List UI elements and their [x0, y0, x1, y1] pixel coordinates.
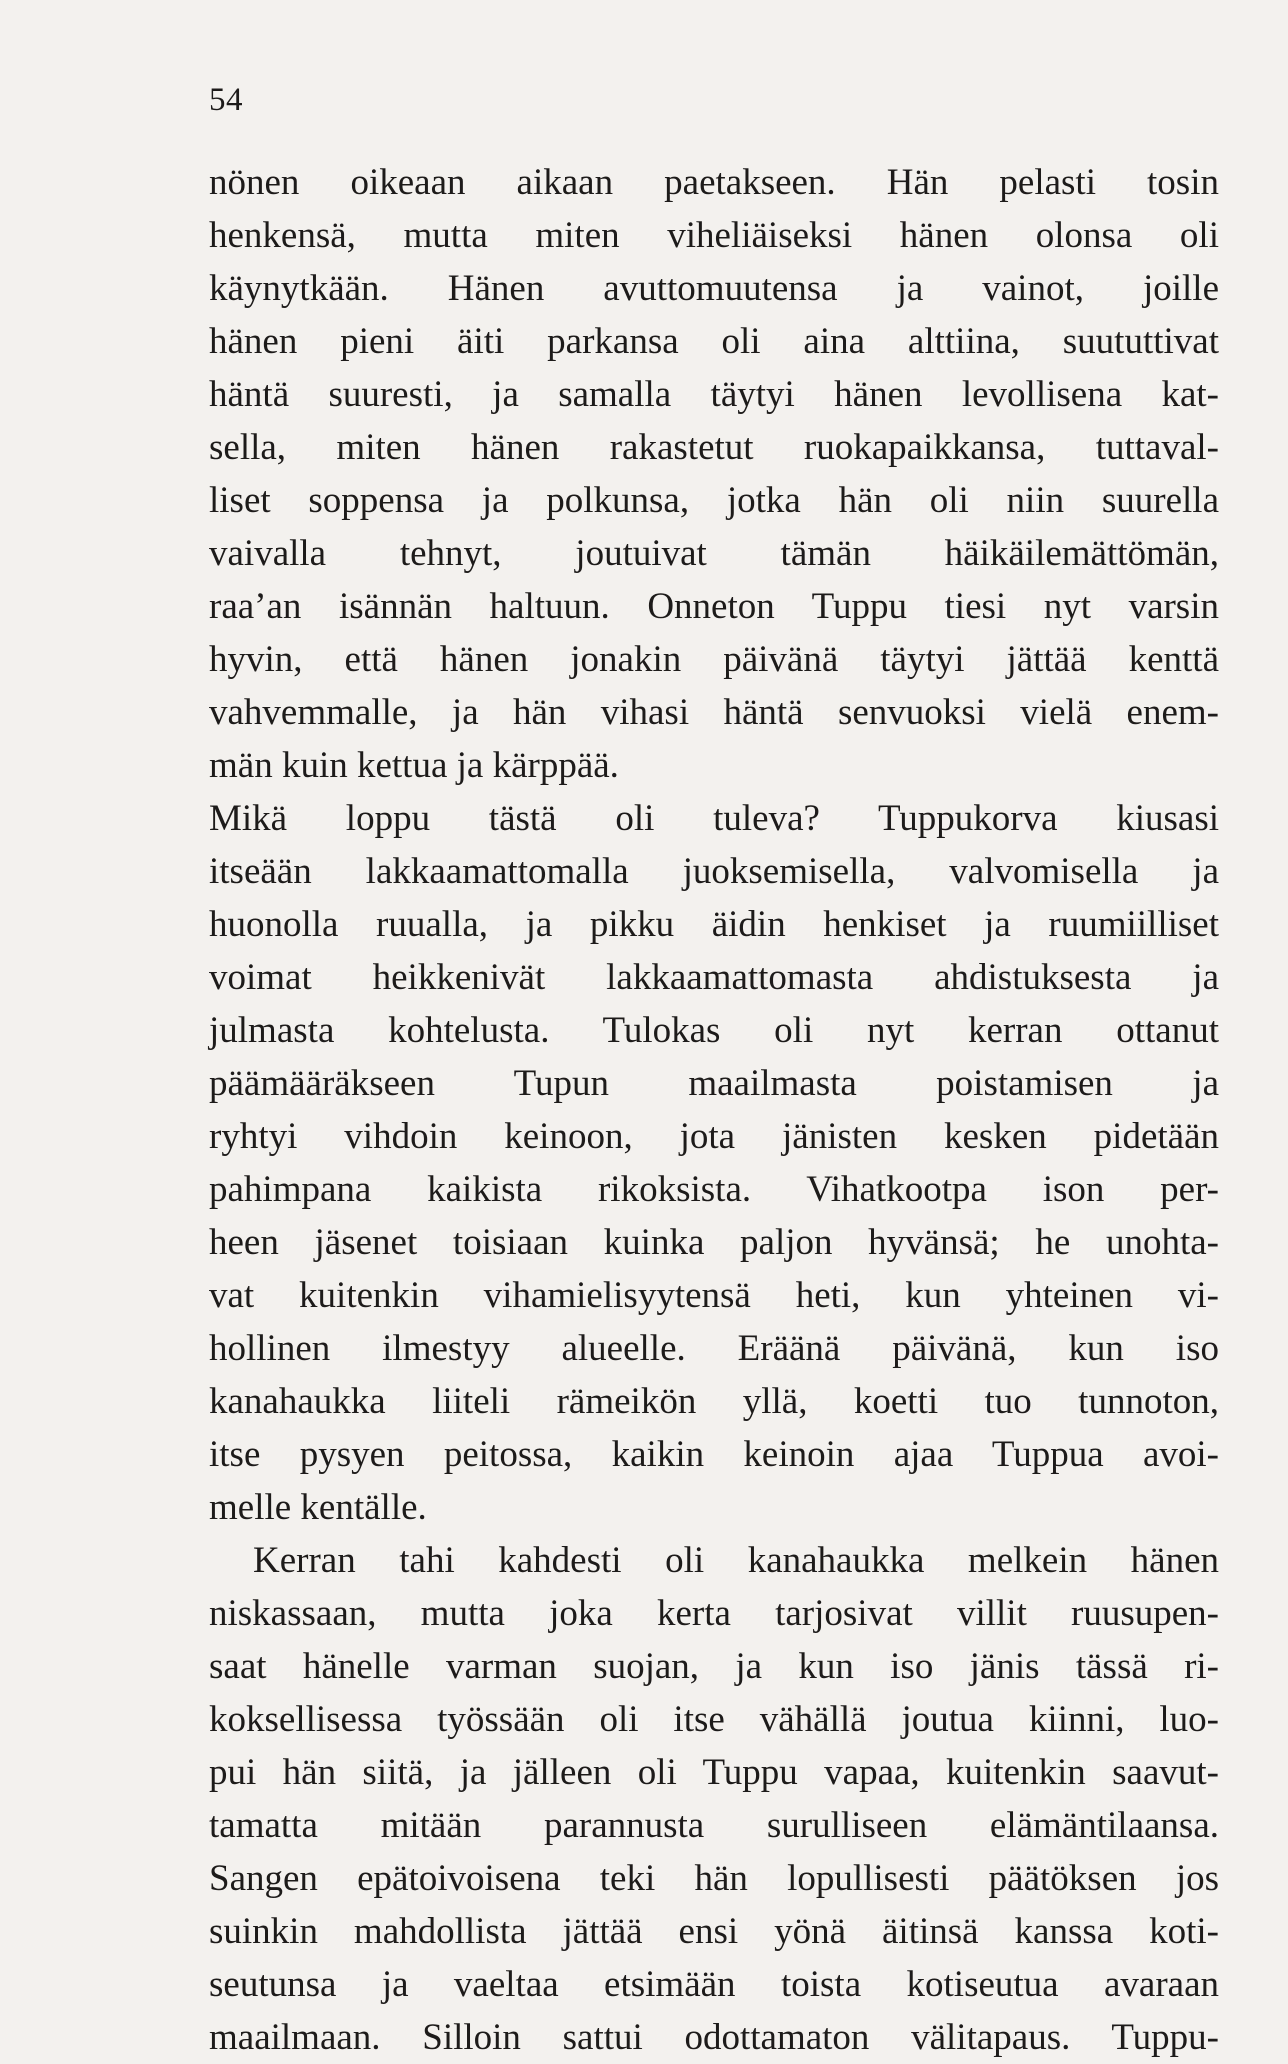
text-line: seutunsa ja vaeltaa etsimään toista kotiseutua avaraan	[209, 1964, 1219, 2005]
text-line: maailmaan. Silloin sattui odottamaton välitapaus. Tuppu-	[209, 2017, 1219, 2058]
text-line: heen jäsenet toisiaan kuinka paljon hyvänsä; he unohta-	[209, 1222, 1219, 1263]
text-line: koksellisessa työssään oli itse vähällä joutua kiinni, luo-	[209, 1699, 1219, 1740]
text-line: itse pysyen peitossa, kaikin keinoin ajaa Tuppua avoi-	[209, 1434, 1219, 1475]
text-line: Mikä loppu tästä oli tuleva? Tuppukorva kiusasi	[209, 798, 1219, 839]
text-line: vat kuitenkin vihamielisyytensä heti, kun yhteinen vi-	[209, 1275, 1219, 1316]
text-line: itseään lakkaamattomalla juoksemisella, valvomisella ja	[209, 851, 1219, 892]
text-line: vahvemmalle, ja hän vihasi häntä senvuoksi vielä enem-	[209, 692, 1219, 733]
body-text	[209, 156, 1219, 2064]
text-line: hollinen ilmestyy alueelle. Eräänä päivänä, kun iso	[209, 1328, 1219, 1369]
text-line: ryhtyi vihdoin keinoon, jota jänisten kesken pidetään	[209, 1116, 1219, 1157]
text-line: pahimpana kaikista rikoksista. Vihatkootpa ison per-	[209, 1169, 1219, 1210]
text-line: voimat heikkenivät lakkaamattomasta ahdistuksesta ja	[209, 957, 1219, 998]
text-line: suinkin mahdollista jättää ensi yönä äitinsä kanssa koti-	[209, 1911, 1219, 1952]
text-line: päämääräkseen Tupun maailmasta poistamisen ja	[209, 1063, 1219, 1104]
text-line: saat hänelle varman suojan, ja kun iso jänis tässä ri-	[209, 1646, 1219, 1687]
text-line: häntä suuresti, ja samalla täytyi hänen levollisena kat-	[209, 374, 1219, 415]
text-line: melle kentälle.	[209, 1487, 427, 1528]
text-line: Kerran tahi kahdesti oli kanahaukka melkein hänen	[253, 1540, 1219, 1581]
text-line: hyvin, että hänen jonakin päivänä täytyi jättää kenttä	[209, 639, 1219, 680]
page-number: 54	[209, 82, 243, 118]
text-line: kanahaukka liiteli rämeikön yllä, koetti tuo tunnoton,	[209, 1381, 1219, 1422]
text-line: huonolla ruualla, ja pikku äidin henkiset ja ruumiilliset	[209, 904, 1219, 945]
text-line: liset soppensa ja polkunsa, jotka hän oli niin suurella	[209, 480, 1219, 521]
text-line: tamatta mitään parannusta surulliseen elämäntilaansa.	[209, 1805, 1219, 1846]
text-line: henkensä, mutta miten viheliäiseksi hänen olonsa oli	[209, 215, 1219, 256]
text-line: män kuin kettua ja kärppää.	[209, 745, 619, 786]
text-line: vaivalla tehnyt, joutuivat tämän häikäilemättömän,	[209, 533, 1219, 574]
text-line: hänen pieni äiti parkansa oli aina alttiina, suututtivat	[209, 321, 1219, 362]
text-line: raa’an isännän haltuun. Onneton Tuppu tiesi nyt varsin	[209, 586, 1219, 627]
text-line: julmasta kohtelusta. Tulokas oli nyt kerran ottanut	[209, 1010, 1219, 1051]
text-line: Sangen epätoivoisena teki hän lopullisesti päätöksen jos	[209, 1858, 1219, 1899]
text-line: nönen oikeaan aikaan paetakseen. Hän pelasti tosin	[209, 162, 1219, 203]
text-line: sella, miten hänen rakastetut ruokapaikkansa, tuttaval-	[209, 427, 1219, 468]
text-line: käynytkään. Hänen avuttomuutensa ja vainot, joille	[209, 268, 1219, 309]
text-line: pui hän siitä, ja jälleen oli Tuppu vapaa, kuitenkin saavut-	[209, 1752, 1219, 1793]
text-line: niskassaan, mutta joka kerta tarjosivat villit ruusupen-	[209, 1593, 1219, 1634]
